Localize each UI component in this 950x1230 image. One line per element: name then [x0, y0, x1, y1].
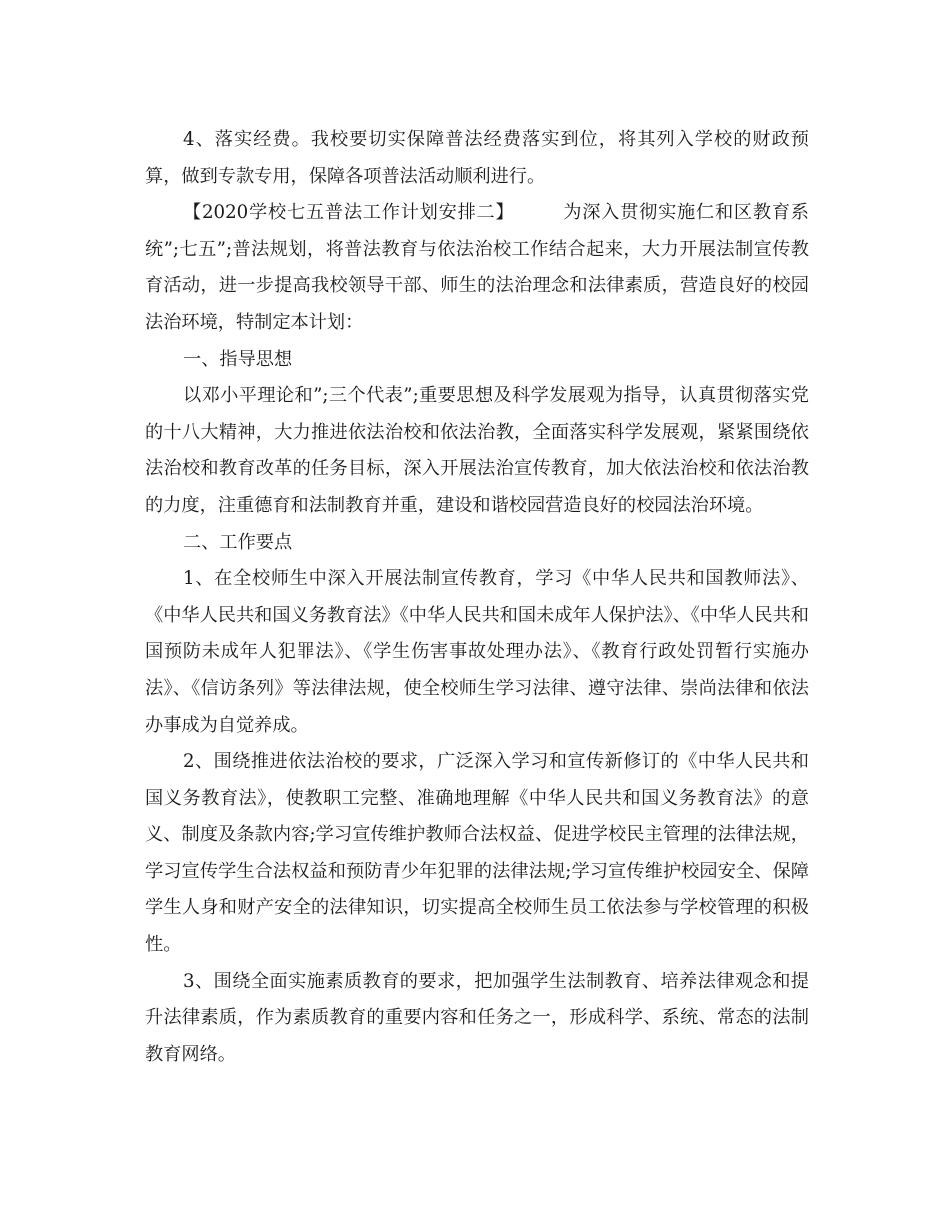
paragraph-work-point-2: 2、围绕推进依法治校的要求，广泛深入学习和宣传新修订的《中华人民共和国义务教育法》，使教职工完整、准确地理解《中华人民共和国义务教育法》的意义、制度及条款内容;学习宣传维护教师合法权益、促进学校民主管理的法律法规，学习宣传学生合法权益和预防青少年犯罪的法律法规;学习宣传维护校园安全、保障学生人身和财产安全的法律知识，切实提高全校师生员工依法参与学校管理的积极性。 [145, 751, 809, 956]
plan-heading: 【2020学校七五普法工作计划安排二】 [183, 202, 515, 224]
document-body [145, 122, 809, 1073]
paragraph-work-point-3: 3、围绕全面实施素质教育的要求，把加强学生法制教育、培养法律观念和提升法律素质，作为素质教育的重要内容和任务之一，形成科学、系统、常态的法制教育网络。 [145, 970, 809, 1065]
paragraph-plan-intro [145, 195, 809, 341]
section-heading-guiding-ideology: 一、指导思想 [183, 348, 293, 370]
paragraph-guiding-ideology: 以邓小平理论和”;三个代表”;重要思想及科学发展观为指导，认真贯彻落实党的十八大精神，大力推进依法治校和依法治教，全面落实科学发展观，紧紧围绕依法治校和教育改革的任务目标，深入开展法治宣传教育，加大依法治校和依法治教的力度，注重德育和法制教育并重，建设和谐校园营造良好的校园法治环境。 [145, 385, 809, 516]
section-heading-work-points: 二、工作要点 [183, 531, 293, 553]
paragraph-work-point-1: 1、在全校师生中深入开展法制宣传教育，学习《中华人民共和国教师法》、《中华人民共和国义务教育法》《中华人民共和国未成年人保护法》、《中华人民共和国预防未成年人犯罪法》、《学生伤害事故处理办法》、《教育行政处罚暂行实施办法》、《信访条列》等法律法规，使全校师生学习法律、遵守法律、崇尚法律和依法办事成为自觉养成。 [145, 568, 809, 736]
paragraph-funding: 4、落实经费。我校要切实保障普法经费落实到位，将其列入学校的财政预算，做到专款专用，保障各项普法活动顺利进行。 [145, 129, 809, 187]
plan-intro-text: 为深入贯彻实施仁和区教育系统”;七五”;普法规划，将普法教育与依法治校工作结合起来，大力开展法制宣传教育活动，进一步提高我校领导干部、师生的法治理念和法律素质，营造良好的校园法治环境，特制定本计划： [145, 202, 809, 333]
